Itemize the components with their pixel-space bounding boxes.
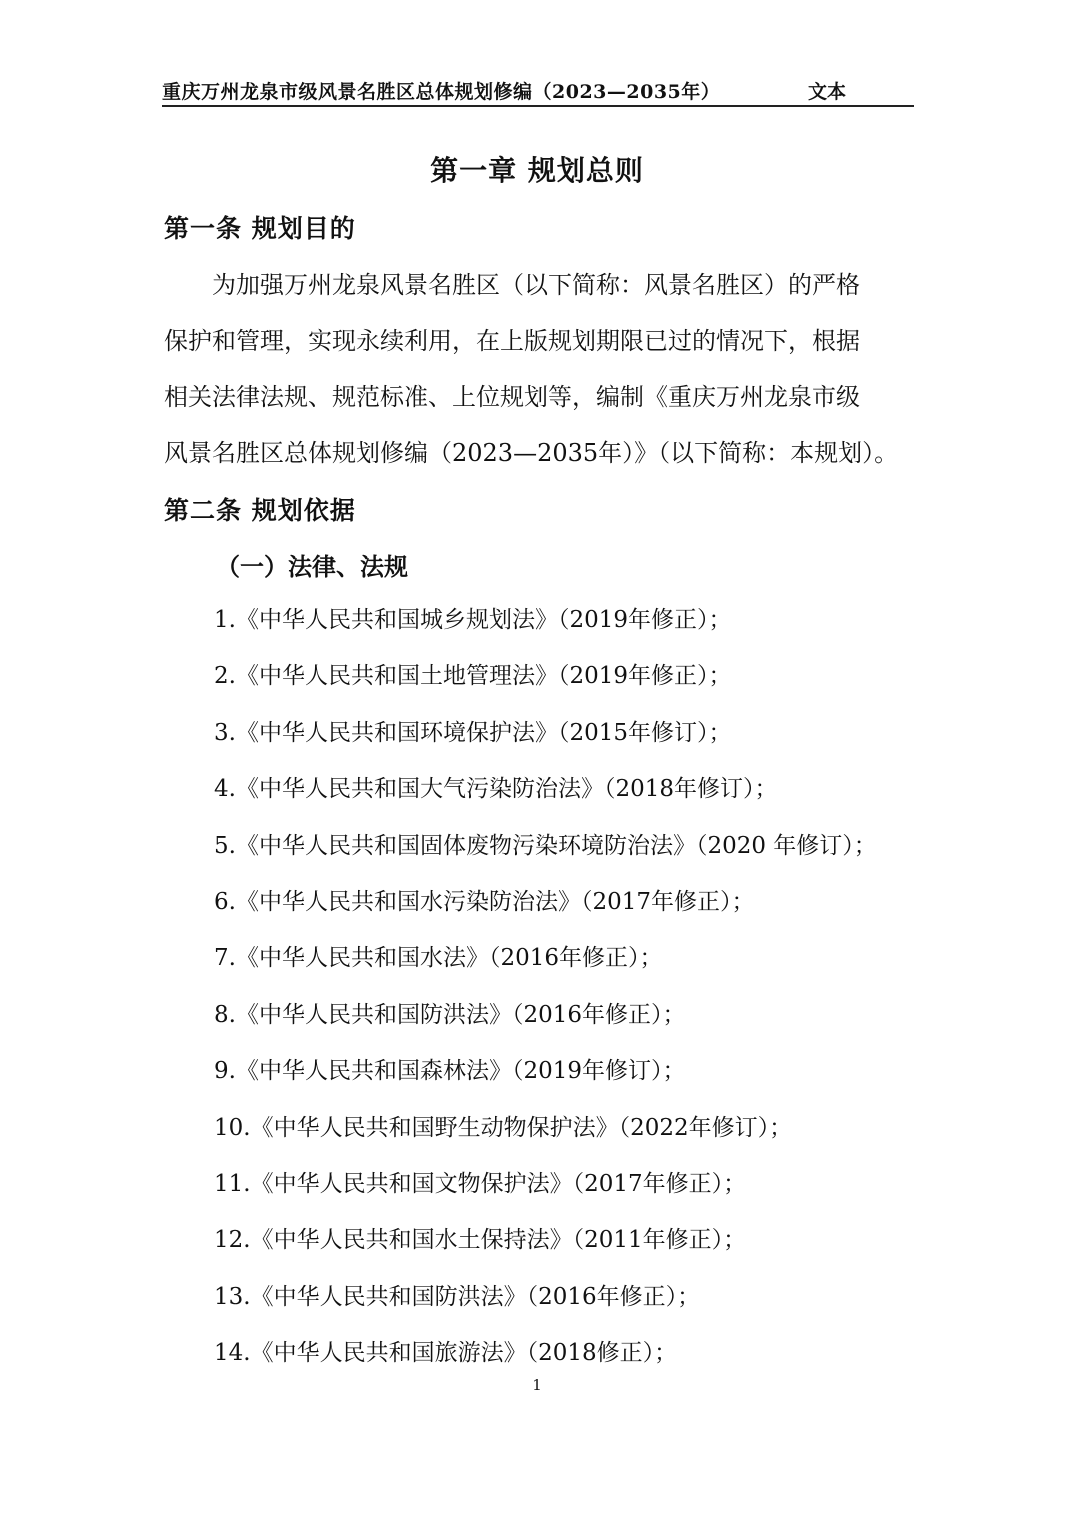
article-1-title: 第一条 规划目的: [164, 214, 356, 243]
document-title: 重庆万州龙泉市级风景名胜区总体规划修编（2023—2035年）: [162, 81, 721, 103]
section-heading-laws: （一）法律、法规: [216, 553, 408, 581]
law-list: [214, 601, 877, 1390]
page-header: [162, 77, 914, 107]
law-list-item: 4.《中华人民共和国大气污染防治法》（2018年修订）；: [214, 776, 778, 803]
law-list-item: 1.《中华人民共和国城乡规划法》（2019年修正）；: [214, 607, 732, 633]
article-1-paragraph-line: 保护和管理，实现永续利用，在上版规划期限已过的情况下，根据: [164, 327, 860, 355]
document-type-label: 文本: [808, 81, 847, 103]
law-list-item: 5.《中华人民共和国固体废物污染环境防治法》（2020 年修订）；: [214, 832, 877, 859]
article-1-paragraph-line: 相关法律法规、规范标准、上位规划等，编制《重庆万州龙泉市级: [164, 383, 860, 411]
law-list-item: 6.《中华人民共和国水污染防治法》（2017年修正）；: [214, 888, 755, 915]
article-2-title: 第二条 规划依据: [164, 496, 356, 525]
law-list-item: 14.《中华人民共和国旅游法》（2018修正）；: [214, 1340, 678, 1367]
law-list-item: 10.《中华人民共和国野生动物保护法》（2022年修订）；: [214, 1114, 793, 1141]
article-1-paragraph-line: 为加强万州龙泉风景名胜区（以下简称：风景名胜区）的严格: [164, 271, 860, 299]
law-list-item: 13.《中华人民共和国防洪法》（2016年修正）；: [214, 1283, 701, 1310]
article-1-paragraph-line: 风景名胜区总体规划修编（2023—2035年）》（以下简称：本规划）。: [164, 439, 899, 467]
law-list-item: 2.《中华人民共和国土地管理法》（2019年修正）；: [214, 663, 732, 690]
page-number: 1: [532, 1376, 542, 1394]
law-list-item: 12.《中华人民共和国水土保持法》（2011年修正）；: [214, 1227, 747, 1254]
law-list-item: 11.《中华人民共和国文物保护法》（2017年修正）；: [214, 1170, 747, 1197]
law-list-item: 7.《中华人民共和国水法》（2016年修正）；: [214, 945, 663, 972]
chapter-title: 第一章 规划总则: [430, 154, 644, 187]
law-list-item: 3.《中华人民共和国环境保护法》（2015年修订）；: [214, 719, 732, 746]
law-list-item: 9.《中华人民共和国森林法》（2019年修订）；: [214, 1058, 686, 1085]
law-list-item: 8.《中华人民共和国防洪法》（2016年修正）；: [214, 1001, 686, 1028]
